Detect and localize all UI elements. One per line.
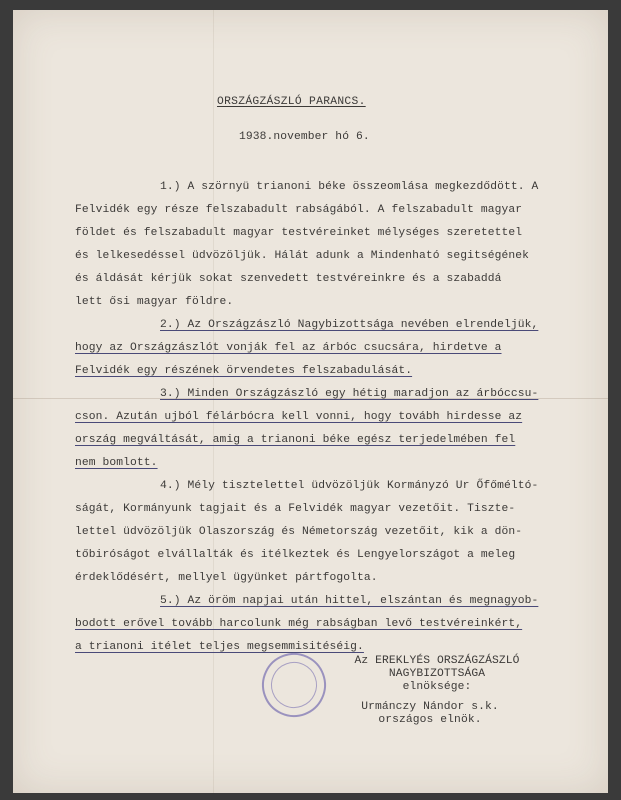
- paragraph-line: tőbiróságot elvállalták és itélkeztek és Lengyelországot a meleg: [75, 549, 516, 561]
- paragraph-line: lett ősi magyar földre.: [75, 296, 234, 308]
- document-title: ORSZÁGZÁSZLÓ PARANCS.: [217, 96, 366, 108]
- signature-name: Urmánczy Nándor s.k.: [361, 701, 499, 713]
- paper-fold-vertical: [213, 10, 214, 793]
- paragraph-line: cson. Azután ujból félárbócra kell vonni, hogy továbh hirdesse az: [75, 411, 523, 423]
- paragraph-line: Felvidék egy részének örvendetes felszabadulását.: [75, 365, 413, 377]
- signature-org-line: NAGYBIZOTTSÁGA: [388, 668, 486, 680]
- paragraph-line: ságát, Kormányunk tagjait és a Felvidék magyar vezetőit. Tiszte-: [75, 503, 516, 515]
- paragraph-line: bodott erővel tovább harcolunk még rabságban levő testvéreinkért,: [75, 618, 523, 630]
- paragraph-line: és lelkesedéssel üdvözöljük. Hálát adunk a Mindenható segitségének: [75, 250, 530, 262]
- paragraph-line: 3.) Minden Országzászló egy hétig maradjon az árbóccsu-: [160, 388, 539, 400]
- paragraph-line: hogy az Országzászlót vonják fel az árbóc csucsára, hirdetve a: [75, 342, 502, 354]
- paragraph-line: 2.) Az Országzászló Nagybizottsága nevében elrendeljük,: [160, 319, 539, 331]
- signature-title: országos elnök.: [378, 714, 482, 726]
- paragraph-line: és áldását kérjük sokat szenvedett testvéreinkre és a szabaddá: [75, 273, 502, 285]
- document-date: 1938.november hó 6.: [239, 131, 370, 143]
- paragraph-line: érdeklődésért, mellyel ügyünket pártfogolta.: [75, 572, 378, 584]
- signature-org-line: Az EREKLYÉS ORSZÁGZÁSZLÓ: [354, 655, 520, 667]
- stamp-inner-ring: [265, 656, 324, 715]
- paragraph-line: a trianoni itélet teljes megsemmisitéséig.: [75, 641, 364, 653]
- paragraph-line: földet és felszabadult magyar testvéreinket mélységes szeretettel: [75, 227, 523, 239]
- paragraph-line: nem bomlott.: [75, 457, 158, 469]
- paragraph-line: lettel üdvözöljük Olaszország és Németország vezetőit, kik a dön-: [75, 526, 523, 538]
- paragraph-line: ország megváltását, amig a trianoni béke egész terjedelmében fel: [75, 434, 516, 446]
- paragraph-line: 5.) Az öröm napjai után hittel, elszántan és megnagyob-: [160, 595, 539, 607]
- signature-role: elnöksége:: [402, 681, 472, 693]
- paragraph-line: Felvidék egy része felszabadult rabságából. A felszabadult magyar: [75, 204, 523, 216]
- paragraph-line: 4.) Mély tisztelettel üdvözöljük Kormányzó Ur Őfőméltó-: [160, 480, 539, 492]
- paragraph-line: 1.) A szörnyü trianoni béke összeomlása megkezdődött. A: [160, 181, 539, 193]
